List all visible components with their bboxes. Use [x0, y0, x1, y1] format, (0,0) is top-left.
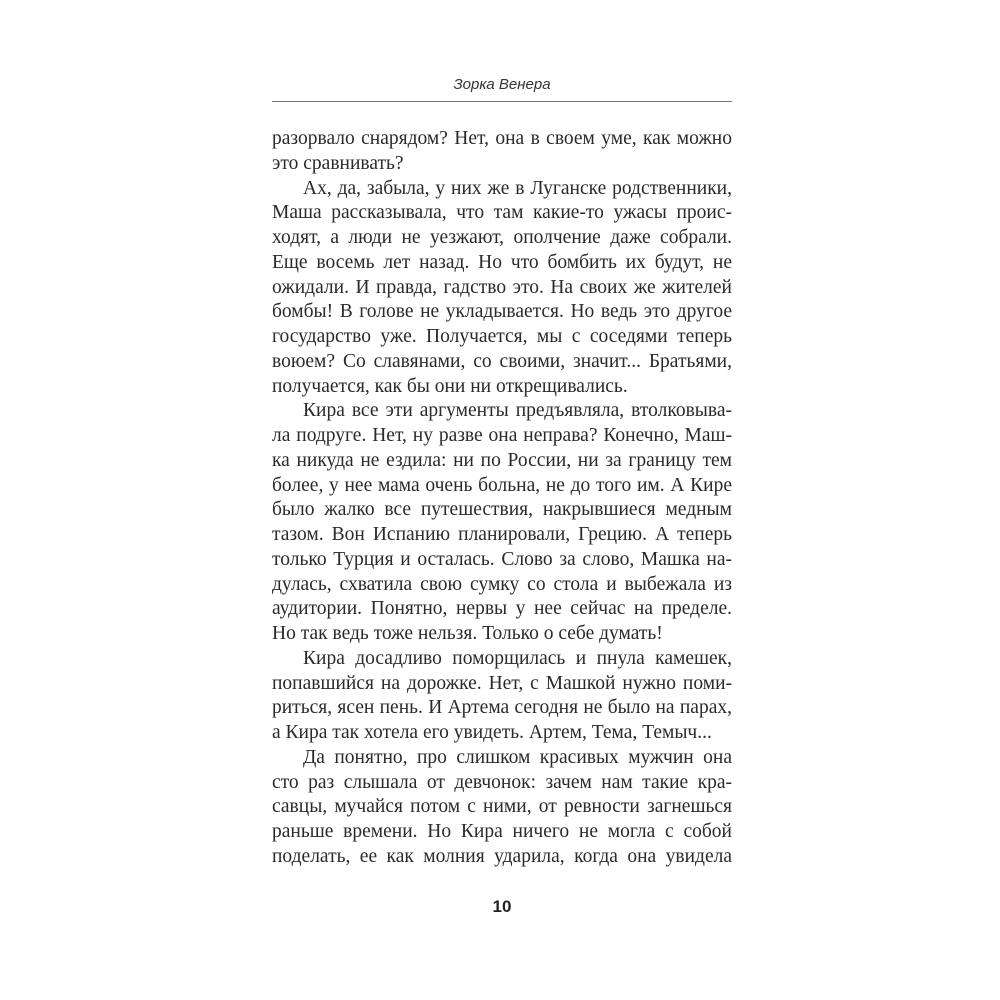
- paragraph: [272, 647, 732, 746]
- text-line: тазом. Вон Испанию планировали, Грецию. А теперь: [272, 524, 732, 545]
- paragraph: [272, 746, 732, 870]
- text-line: государство уже. Получается, мы с соседями теперь: [272, 326, 732, 347]
- text-line: более, у нее мама очень больна, не до того им. А Кире: [272, 474, 732, 496]
- text-line: дулась, схватила свою сумку со стола и выбежала из: [272, 573, 732, 595]
- text-line: Еще восемь лет назад. Но что бомбить их будут, не: [272, 251, 732, 273]
- text-line: сто раз слышала от девчонок: зачем нам такие кра-: [272, 771, 732, 793]
- text-line: ожидали. И правда, гадство это. На своих же жителей: [272, 276, 732, 298]
- text-line: Да понятно, про слишком красивых мужчин она: [303, 746, 732, 768]
- paragraph: [272, 399, 732, 647]
- text-line: только Турция и осталась. Слово за слово, Машка на-: [272, 548, 732, 570]
- page-number: 10: [492, 897, 512, 916]
- text-line: поделать, ее как молния ударила, когда она увидела: [272, 845, 732, 867]
- paragraph: [272, 127, 732, 177]
- text-line: Маша рассказывала, что там какие-то ужасы проис-: [272, 202, 732, 224]
- text-line: это сравнивать?: [272, 152, 404, 174]
- text-line: бомбы! В голове не укладывается. Но ведь это другое: [272, 301, 732, 323]
- text-line: аудитории. Понятно, нервы у нее сейчас на пределе.: [272, 598, 732, 620]
- text-line: было жалко все путешествия, накрывшиеся медным: [272, 499, 732, 521]
- text-line: риться, ясен пень. И Артема сегодня не было на парах,: [272, 697, 732, 719]
- paragraph: [272, 177, 732, 400]
- body-text: [272, 127, 732, 870]
- text-line: Ах, да, забыла, у них же в Луганске родственники,: [303, 177, 732, 199]
- text-line: воюем? Со славянами, со своими, значит... Братьями,: [272, 350, 732, 372]
- text-line: а Кира так хотела его увидеть. Артем, Тема, Темыч...: [272, 722, 712, 743]
- text-line: раньше времени. Но Кира ничего не могла с собой: [272, 821, 732, 842]
- text-line: попавшийся на дорожке. Нет, с Машкой нужно поми-: [272, 672, 732, 694]
- text-line: ходят, а люди не уезжают, ополчение даже собрали.: [272, 227, 732, 248]
- text-line: Кира все эти аргументы предъявляла, втолковыва-: [303, 400, 732, 422]
- header-divider: [272, 101, 732, 102]
- text-line: Но так ведь тоже нельзя. Только о себе думать!: [272, 623, 663, 644]
- text-line: Кира досадливо поморщилась и пнула камешек,: [303, 647, 732, 669]
- text-line: разорвало снарядом? Нет, она в своем уме, как можно: [272, 128, 732, 149]
- text-line: получается, как бы они ни открещивались.: [272, 375, 628, 397]
- text-line: савцы, мучайся потом с ними, от ревности загнешься: [272, 796, 732, 818]
- text-line: ла подруге. Нет, ну разве она неправа? Конечно, Маш-: [272, 425, 732, 446]
- text-line: ка никуда не ездила: ни по России, ни за границу тем: [272, 449, 732, 471]
- running-header: Зорка Венера: [453, 76, 551, 93]
